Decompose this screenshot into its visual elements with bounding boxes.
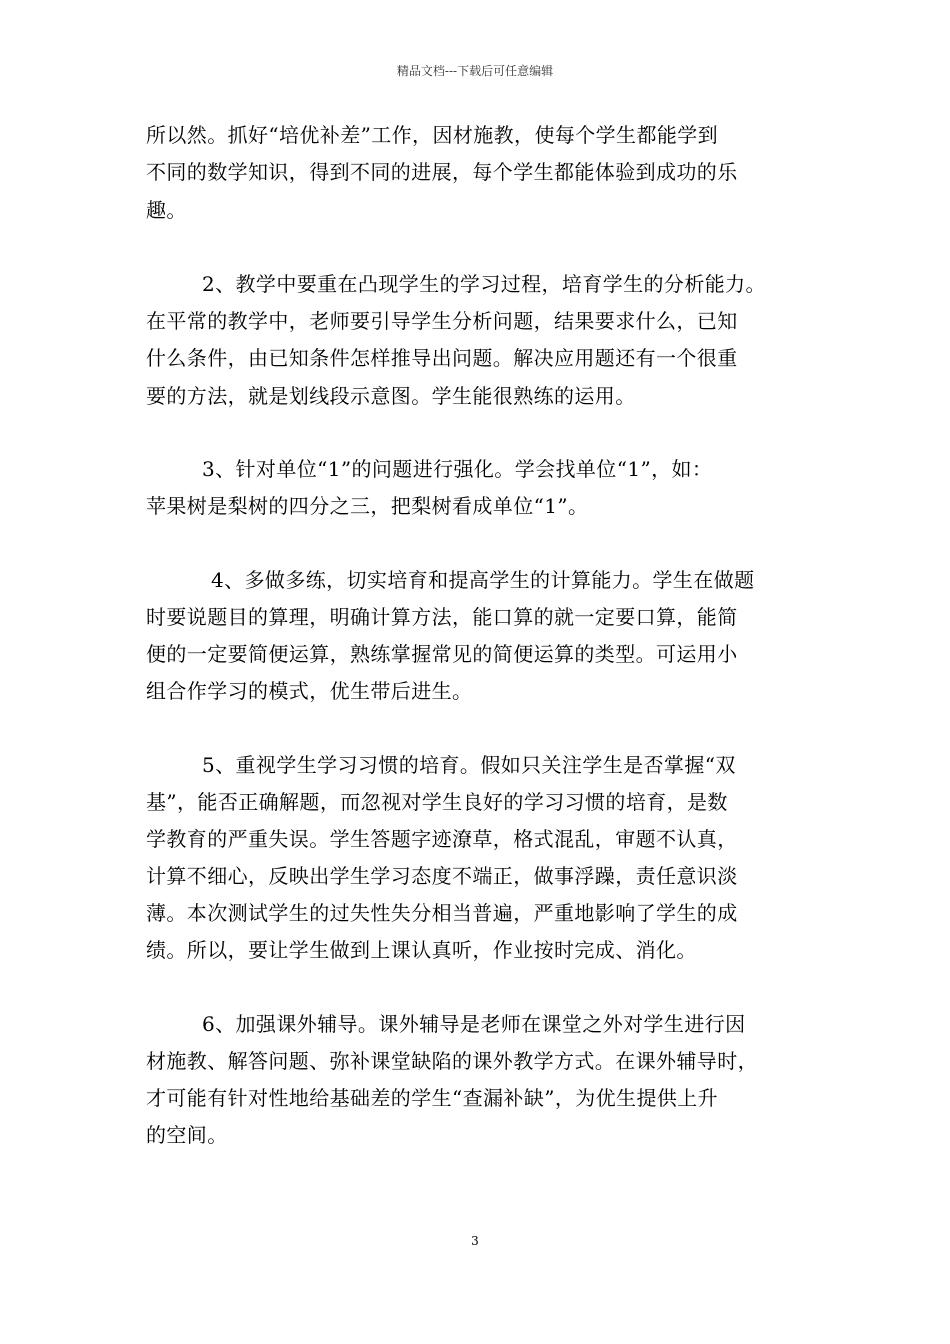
body-line: 组合作学习的模式，优生带后进生。: [146, 679, 473, 703]
body-line: 基”，能否正确解题，而忽视对学生良好的学习习惯的培育，是数: [146, 790, 728, 814]
body-line: 所以然。抓好“培优补差”工作，因材施教，使每个学生都能学到: [146, 123, 719, 147]
body-line: 趣。: [146, 198, 187, 222]
paragraph-3-first-line: 3、针对单位“1”的问题进行强化。学会找单位“1”，如：: [202, 457, 713, 481]
paragraph-6-first-line: 6、加强课外辅导。课外辅导是老师在课堂之外对学生进行因: [202, 1012, 746, 1036]
body-line: 在平常的教学中，老师要引导学生分析问题，结果要求什么，已知: [146, 309, 738, 333]
body-line: 绩。所以，要让学生做到上课认真听，作业按时完成、消化。: [146, 938, 697, 962]
body-line: 材施教、解答问题、弥补课堂缺陷的课外教学方式。在课外辅导时，: [146, 1049, 758, 1073]
body-line: 学教育的严重失误。学生答题字迹潦草，格式混乱，审题不认真，: [146, 827, 738, 851]
body-line: 时要说题目的算理，明确计算方法，能口算的就一定要口算，能简: [146, 605, 738, 629]
body-line: 要的方法，就是划线段示意图。学生能很熟练的运用。: [146, 384, 636, 408]
body-line: 计算不细心，反映出学生学习态度不端正，做事浮躁，责任意识淡: [146, 864, 738, 888]
body-line: 便的一定要简便运算，熟练掌握常见的简便运算的类型。可运用小: [146, 642, 738, 666]
paragraph-2-first-line: 2、教学中要重在凸现学生的学习过程，培育学生的分析能力。: [202, 272, 766, 296]
body-line: 才可能有针对性地给基础差的学生“查漏补缺”，为优生提供上升: [146, 1086, 719, 1110]
page-number: 3: [471, 1234, 479, 1248]
body-line: 薄。本次测试学生的过失性失分相当普遍，严重地影响了学生的成: [146, 901, 738, 925]
body-line: 不同的数学知识，得到不同的进展，每个学生都能体验到成功的乐: [146, 160, 738, 184]
paragraph-5-first-line: 5、重视学生学习习惯的培育。假如只关注学生是否掌握“双: [202, 753, 736, 777]
document-header: 精品文档---下载后可任意编辑: [396, 64, 554, 78]
body-line: 的空间。: [146, 1123, 228, 1147]
body-line: 什么条件，由已知条件怎样推导出问题。解决应用题还有一个很重: [146, 346, 738, 370]
paragraph-4-first-line: 4、多做多练，切实培育和提高学生的计算能力。学生在做题: [211, 568, 755, 592]
body-line: 苹果树是梨树的四分之三，把梨树看成单位“1”。: [146, 494, 589, 518]
